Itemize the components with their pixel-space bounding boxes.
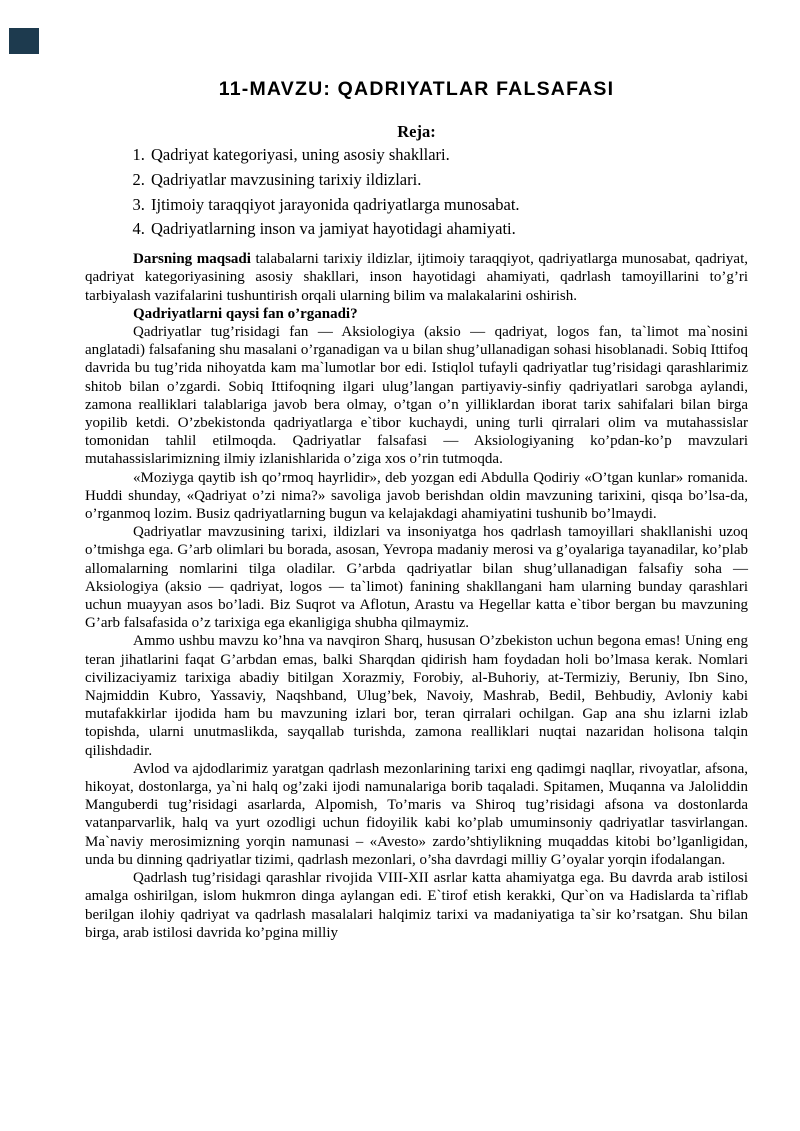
plan-heading: Reja: [397,122,436,141]
page-title: 11-MAVZU: QADRIYATLAR FALSAFASI [218,78,615,100]
paragraph-purpose [85,250,748,305]
plan-item-2: 2. Qadriyatlar mavzusining tarixiy ildizlari. [149,168,748,193]
paragraph-purpose-text: talabalarni tarixiy ildizlar, ijtimoiy taraqqiyot, qadriyatlarga munosabat, qadriyat, qadriyat kategoriyasining asosiy shakllari, inson hayotidagi ahamiyati, qadrlash tamoyillarini to’g’ri tarbiyalash vazifalarini tushuntirish orqali ularning bilim va malakalarini oshirish. [85,251,748,304]
paragraph-purpose-lead: Darsning maqsadi [133,251,251,268]
paragraph-avlod-ajdodlar: Avlod va ajdodlarimiz yaratgan qadrlash mezonlarining tarixi eng qadimgi naqllar, rivoyatlar, afsona, hikoyat, dostonlarga, ya`ni halq og’zaki ijodi namunalariga borib taqaladi. Spitamen, Muqanna va Jaloliddin Manguberdi tug’risidagi asarlarda, Alpomish, To’maris va Shiroq tug’risidagi afsona va dostonlarda vatanparvarlik, halq va yurt ozodligi uchun fidoyilik kabi ko’plab umuminsoniy qadriyatlar tasvirlangan. Ma`naviy merosimizning yorqin namunasi – «Avesto» zardo’shtiylikning muqaddas kitobi bo’lganligidan, unda bu dinning qadriyatlar tizimi, qadrlash mezonlari, o’sha davrdagi milliy G’oyalar yorqin ifodalangan. [85,760,748,868]
paragraph-qadrlash-qarashlari: Qadrlash tug’risidagi qarashlar rivojida VIII-XII asrlar katta ahamiyatga ega. Bu davrda arab istilosi amalga oshirilgan, islom hukmron dinga aylangan edi. E`tirof etish kerakki, Qur`on va Hadislarda ta`riflab berilgan ilohiy qadriyat va qadrlash masalalari halqimiz tarixi va madaniyatiga ta`sir ko’rsatgan. Shu bilan birga, arab istilosi davrida ko’pgina milliy [85,870,748,941]
corner-logo [9,28,39,54]
section-subheading: Qadriyatlarni qaysi fan o’rganadi? [133,305,358,322]
paragraph-sharq-mutafakkirlari: Ammo ushbu mavzu ko’hna va navqiron Sharq, hususan O’zbekiston uchun begona emas! Uning eng teran jihatlarini faqat G’arbdan emas, balki Sharqdan qidirish ham foydadan holi bo’lmasa kerak. Nomlari civilizaciyamiz tarixiga abadiy bitilgan Xorazmiy, Forobiy, al-Buhoriy, at-Termiziy, Beruniy, Ibn Sino, Najmiddin Kubro, Yassaviy, Naqshband, Ulug’bek, Navoiy, Mashrab, Bedil, Behbudiy, Avloniy kabi mutafakkirlar ijodida ham bu mavzuning izlari bor, teran qirralari ochilgan. Gap ana shu izlarni izlab topishda, ularni unutmaslikda, sayqallab turishda, zamona realliklari nuqtai nazaridan holisona talqin qilishdadir. [85,633,748,759]
plan-list [85,143,748,242]
plan-item-4: 4. Qadriyatlarning inson va jamiyat hayotidagi ahamiyati. [149,217,748,242]
paragraph-tarixiy-ildizlar: Qadriyatlar mavzusining tarixi, ildizlari va insoniyatga hos qadrlash tamoyillari shakllanishi uzoq o’tmishga ega. G’arb olimlari bu borada, asosan, Yevropa madaniy merosi va g’oyalariga tayanadilar, ko’plab allomalarning nomlarini tilga oladilar. G’arbda qadriyatlar bilan shug’ullanadigan falsafiy soha — Aksiologiya (aksio — qadriyat, logos — ta`limot) fanining shakllangani ham ularning bunday qarashlari uchun muayyan asos bo’ladi. Biz Suqrot va Aflotun, Arastu va Hegellar katta e`tibor bergan bu mavzuning G’arb falsafasida o’z tarixiga ega ekanligiga shubha qilmaymiz. [85,524,748,632]
plan-item-1: 1. Qadriyat kategoriyasi, uning asosiy shakllari. [149,143,748,168]
plan-item-3: 3. Ijtimoiy taraqqiyot jarayonida qadriyatlarga munosabat. [149,193,748,218]
paragraph-moziyga-qaytib: «Moziyga qaytib ish qo’rmoq hayrlidir», deb yozgan edi Abdulla Qodiriy «O’tgan kunlar» romanida. Huddi shunday, «Qadriyat o’zi nima?» savoliga javob berishdan oldin mavzuning tarixini, qisqa bo’lsa-da, o’rganmoq lozim. Busiz qadriyatlarning bugun va kelajakdagi ahamiyatini tushunib bo’lmaydi. [85,469,748,523]
paragraph-aksiologiya: Qadriyatlar tug’risidagi fan — Aksiologiya (aksio — qadriyat, logos fan, ta`limot ma`nosini anglatadi) falsafaning shu masalani o’rganadigan va u bilan shug’ullanadigan sohasi hisoblanadi. Sobiq Ittifoq davrida bu tug’rida nihoyatda kam ma`lumotlar bor edi. Istiqlol tufayli qadriyatlar tug’risidagi qarashlarimiz shitob bilan o’zgardi. Sobiq Ittifoqning ilgari ulug’langan partiyaviy-sinfiy qadriyatlari sarobga aylandi, zamona realliklari talablariga javob bera olmay, o’tgan o’n yilliklardan iborat tarix sahifalari bilan birga yopilib ketdi. O’zbekistonda qadriyatlarga e`tibor kuchaydi, uning turli qirralari olim va mutahassislar tomonidan tahlil etilmoqda. Qadriyatlar falsafasi — Aksiologiyaning ko’pdan-ko’p mavzulari mutahassislarimizning ilmiy izlanishlarida o’ziga xos o’rin tutmoqda. [85,324,748,468]
